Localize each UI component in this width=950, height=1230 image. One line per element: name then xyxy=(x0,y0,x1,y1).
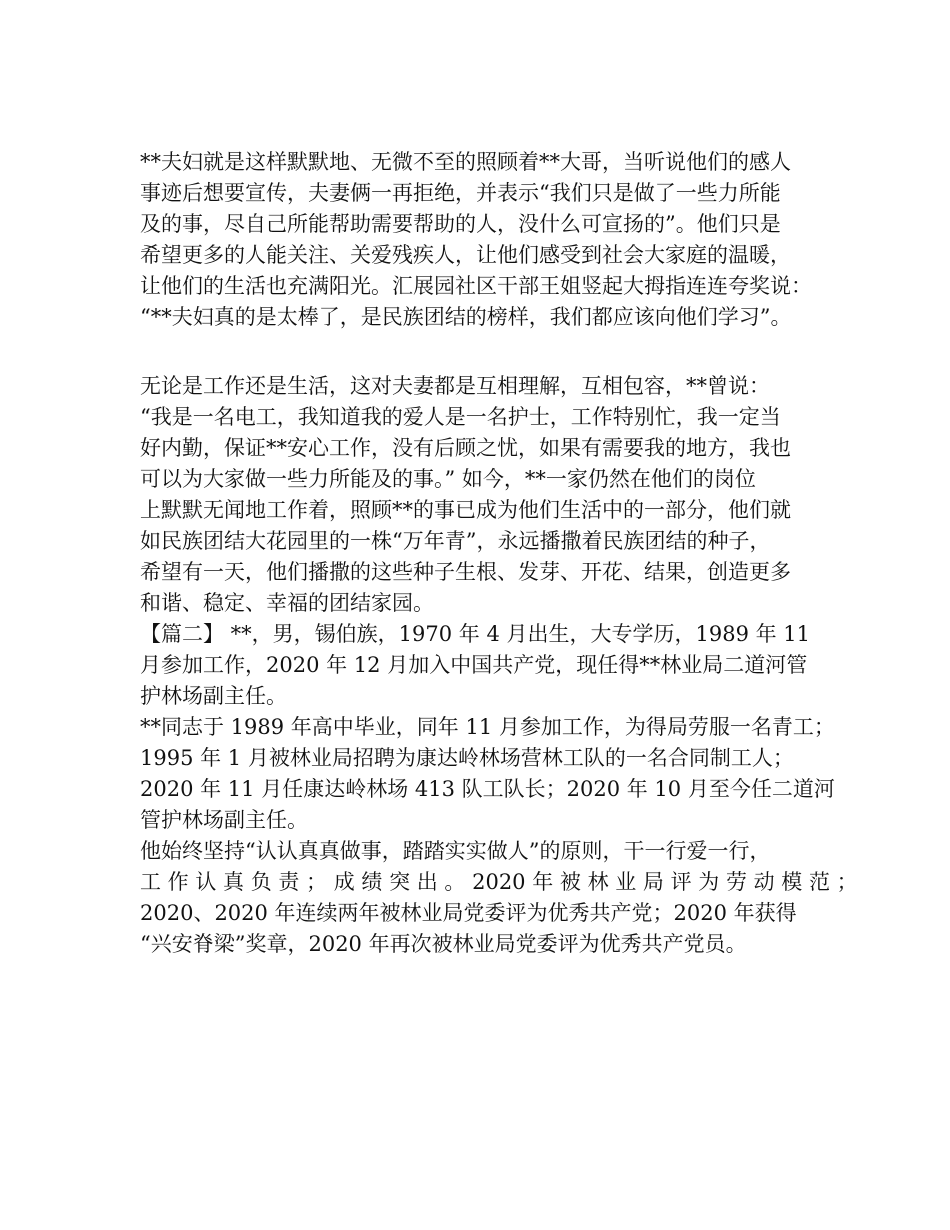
text-line: 管护林场副主任。 xyxy=(140,808,308,832)
text-line: 希望有一天，他们播撒的这些种子生根、发芽、开花、结果，创造更多 xyxy=(140,560,791,584)
text-line: **同志于 1989 年高中毕业，同年 11 月参加工作，为得局劳服一名青工； xyxy=(140,715,835,739)
text-line: 及的事，尽自己所能帮助需要帮助的人，没什么可宣扬的”。他们只是 xyxy=(140,212,781,236)
text-line: 他始终坚持“认认真真做事，踏踏实实做人”的原则，干一行爱一行， xyxy=(140,839,771,863)
text-line: 上默默无闻地工作着，照顾**的事已成为他们生活中的一部分，他们就 xyxy=(140,498,791,522)
text-line: 事迹后想要宣传，夫妻俩一再拒绝，并表示“我们只是做了一些力所能 xyxy=(140,181,781,205)
text-line: 2020 年 11 月任康达岭林场 413 队工队长；2020 年 10 月至今任二道河 xyxy=(140,777,835,801)
paragraph-gap xyxy=(140,333,820,371)
text-line: 好内勤，保证**安心工作，没有后顾之忧，如果有需要我的地方，我也 xyxy=(140,436,791,460)
text-line: 护林场副主任。 xyxy=(140,684,287,708)
text-line: “兴安脊梁”奖章，2020 年再次被林业局党委评为优秀共产党员。 xyxy=(140,932,747,956)
text-line: 让他们的生活也充满阳光。汇展园社区干部王姐竖起大拇指连连夸奖说： xyxy=(140,274,812,298)
paragraph-part-two-intro xyxy=(140,619,820,712)
text-line: 可以为大家做一些力所能及的事。” 如今，**一家仍然在他们的岗位 xyxy=(140,467,756,491)
text-line: 1995 年 1 月被林业局招聘为康达岭林场营林工队的一名合同制工人； xyxy=(140,746,794,770)
text-line: “我是一名电工，我知道我的爱人是一名护士，工作特别忙，我一定当 xyxy=(140,405,781,429)
text-line: 【篇二】 **，男，锡伯族，1970 年 4 月出生，大专学历，1989 年 11 xyxy=(140,622,811,646)
paragraph-couple-story xyxy=(140,147,820,333)
text-line: 月参加工作，2020 年 12 月加入中国共产党，现任得**林业局二道河管 xyxy=(140,653,808,677)
paragraph-mutual-support xyxy=(140,371,820,619)
paragraph-career-history xyxy=(140,712,835,836)
text-line: “**夫妇真的是太棒了，是民族团结的榜样，我们都应该向他们学习”。 xyxy=(140,305,792,329)
text-line: 2020、2020 年连续两年被林业局党委评为优秀共产党；2020 年获得 xyxy=(140,901,797,925)
text-line: 工 作 认 真 负 责 ； 成 绩 突 出 。 2020 年 被 林 业 局 评 为 劳 动 模 范 ； xyxy=(140,870,858,894)
paragraph-honors xyxy=(140,836,858,960)
text-line: 如民族团结大花园里的一株“万年青”，永远播撒着民族团结的种子， xyxy=(140,529,771,553)
text-line: **夫妇就是这样默默地、无微不至的照顾着**大哥，当听说他们的感人 xyxy=(140,150,791,174)
text-line: 希望更多的人能关注、关爱残疾人，让他们感受到社会大家庭的温暖， xyxy=(140,243,791,267)
text-line: 无论是工作还是生活，这对夫妻都是互相理解，互相包容，**曾说： xyxy=(140,374,770,398)
document-body xyxy=(140,147,858,960)
text-line: 和谐、稳定、幸福的团结家园。 xyxy=(140,591,434,615)
